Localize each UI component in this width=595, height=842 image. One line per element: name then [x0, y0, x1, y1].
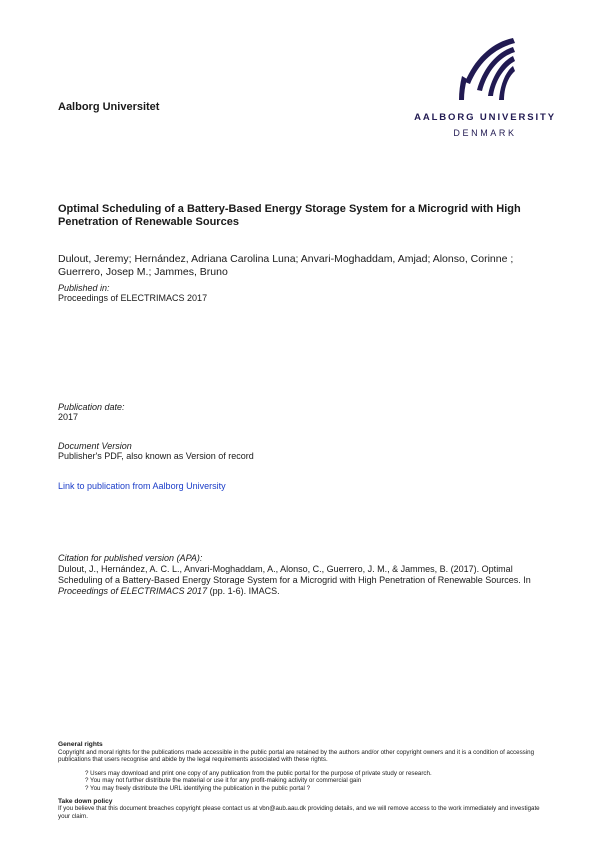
citation-venue: Proceedings of ELECTRIMACS 2017 [58, 586, 208, 596]
rights-section [58, 741, 553, 820]
rights-list-item: ? You may freely distribute the URL identifying the publication in the public portal ? [85, 784, 311, 792]
publication-link[interactable]: Link to publication from Aalborg University [58, 481, 226, 491]
citation-text-before: Dulout, J., Hernández, A. C. L., Anvari-Moghaddam, A., Alonso, C., Guerrero, J. M., & Jammes, B. (2017). Optimal Scheduling of a Battery-Based Energy Storage System for a Microgrid with High Penetration of Renewable Sources. In [58, 564, 531, 585]
citation-block [58, 553, 558, 597]
rights-list-item: ? Users may download and print one copy of any publication from the public portal for the purpose of private study or research. [85, 769, 432, 777]
publication-date-label: Publication date: [58, 402, 125, 412]
publication-title: Optimal Scheduling of a Battery-Based Energy Storage System for a Microgrid with High Penetration of Renewable Sources [58, 203, 521, 228]
general-rights-heading: General rights [58, 741, 103, 748]
citation-text-after: (pp. 1-6). IMACS. [207, 586, 280, 596]
takedown-body: If you believe that this document breaches copyright please contact us at vbn@aub.aau.dk providing details, and we will remove access to the work immediately and investigate your claim. [58, 805, 540, 820]
author-list: Dulout, Jeremy; Hernández, Adriana Carolina Luna; Anvari-Moghaddam, Amjad; Alonso, Corinne ; Guerrero, Josep M.; Jammes, Bruno [58, 253, 514, 278]
rights-list-item: ? You may not further distribute the material or use it for any profit-making activity or commercial gain [85, 777, 362, 785]
aalborg-university-logo [405, 36, 565, 144]
published-in-label: Published in: [58, 283, 110, 293]
takedown-heading: Take down policy [58, 797, 113, 805]
publication-date-value: 2017 [58, 412, 79, 422]
logo-country: DENMARK [453, 128, 517, 138]
citation-label: Citation for published version (APA): [58, 553, 203, 563]
logo-mark-icon [453, 36, 517, 104]
citation-text [58, 564, 558, 597]
institution-name: Aalborg Universitet [58, 101, 160, 113]
document-version-value: Publisher's PDF, also known as Version of record [58, 451, 254, 461]
rights-list [85, 770, 553, 793]
logo-university-name: AALBORG UNIVERSITY [414, 112, 556, 123]
general-rights-body: Copyright and moral rights for the publications made accessible in the public portal are retained by the authors and/or other copyright owners and it is a condition of accessing publications that users recognise and abide by the legal requirements associated with these rights. [58, 748, 535, 764]
published-in-value: Proceedings of ELECTRIMACS 2017 [58, 293, 208, 303]
document-version-label: Document Version [58, 441, 132, 451]
